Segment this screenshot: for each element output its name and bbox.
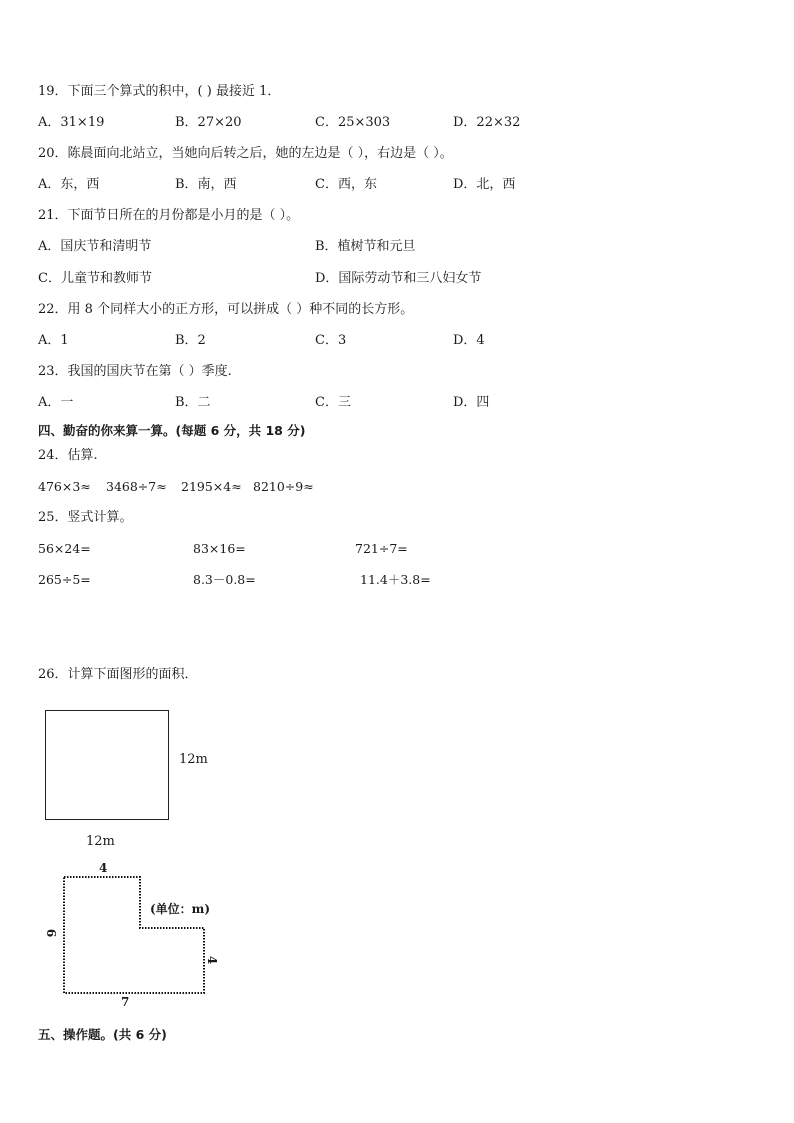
q24-item-2: 3468÷7≈ xyxy=(106,479,167,494)
q19-stem: 19．下面三个算式的积中，( ) 最接近 1． xyxy=(38,84,281,99)
square-figure xyxy=(45,710,169,820)
q25-row1-item2: 83×16= xyxy=(193,541,246,556)
q24-stem: 24．估算. xyxy=(38,448,98,463)
q21-option-d: D．国际劳动节和三八妇女节 xyxy=(315,271,482,286)
q25-row2-item3: 11.4＋3.8= xyxy=(360,572,431,587)
q19-option-c: C．25×303 xyxy=(315,115,391,130)
q25-row2-item2: 8.3－0.8= xyxy=(193,572,256,587)
q24-item-1: 476×3≈ xyxy=(38,479,91,494)
q19-option-b: B．27×20 xyxy=(175,115,242,130)
q19-option-d: D．22×32 xyxy=(453,115,521,130)
section5-title: 五、操作题。(共 6 分) xyxy=(38,1027,167,1042)
q20-option-b: B．南，西 xyxy=(175,177,237,192)
q26-stem: 26．计算下面图形的面积． xyxy=(38,667,198,682)
q20-option-d: D．北，西 xyxy=(453,177,516,192)
l-shape-unit-label: (单位：m) xyxy=(150,902,211,916)
l-shape-right-label: 4 xyxy=(205,955,220,965)
q22-option-d: D．4 xyxy=(453,333,485,348)
q19-option-a: A．31×19 xyxy=(38,115,105,130)
q21-option-b: B．植树节和元旦 xyxy=(315,239,416,254)
q23-option-c: C．三 xyxy=(315,395,351,410)
square-side-label: 12m xyxy=(179,752,208,767)
q22-stem: 22．用 8 个同样大小的正方形，可以拼成（ ）种不同的长方形。 xyxy=(38,302,414,317)
q24-item-4: 8210÷9≈ xyxy=(253,479,314,494)
q23-option-b: B．二 xyxy=(175,395,211,410)
q20-stem: 20．陈晨面向北站立，当她向后转之后，她的左边是（ ），右边是（ ）。 xyxy=(38,146,453,161)
q21-option-a: A．国庆节和清明节 xyxy=(38,239,152,254)
q23-option-a: A．一 xyxy=(38,395,74,410)
l-shape-bottom-label: 7 xyxy=(121,995,130,1009)
q25-row1-item1: 56×24= xyxy=(38,541,91,556)
q25-row2-item1: 265÷5= xyxy=(38,572,91,587)
q23-stem: 23．我国的国庆节在第（ ）季度. xyxy=(38,364,232,379)
q22-option-a: A．1 xyxy=(38,333,69,348)
l-shape-top-label: 4 xyxy=(99,861,108,875)
square-bottom-label: 12m xyxy=(86,834,115,849)
q23-option-d: D．四 xyxy=(453,395,490,410)
l-shape-left-label: 6 xyxy=(44,928,59,938)
q25-row1-item3: 721÷7= xyxy=(355,541,408,556)
q25-stem: 25．竖式计算。 xyxy=(38,510,133,525)
q24-item-3: 2195×4≈ xyxy=(181,479,242,494)
q22-option-c: C．3 xyxy=(315,333,347,348)
l-shape-figure xyxy=(44,855,234,1015)
q20-option-c: C．西，东 xyxy=(315,177,377,192)
q20-option-a: A．东，西 xyxy=(38,177,100,192)
q21-option-c: C．儿童节和教师节 xyxy=(38,271,152,286)
l-shape-outline xyxy=(64,877,204,993)
section4-title: 四、勤奋的你来算一算。(每题 6 分，共 18 分) xyxy=(38,423,306,438)
q21-stem: 21．下面节日所在的月份都是小月的是（ ）。 xyxy=(38,208,300,223)
q22-option-b: B．2 xyxy=(175,333,206,348)
